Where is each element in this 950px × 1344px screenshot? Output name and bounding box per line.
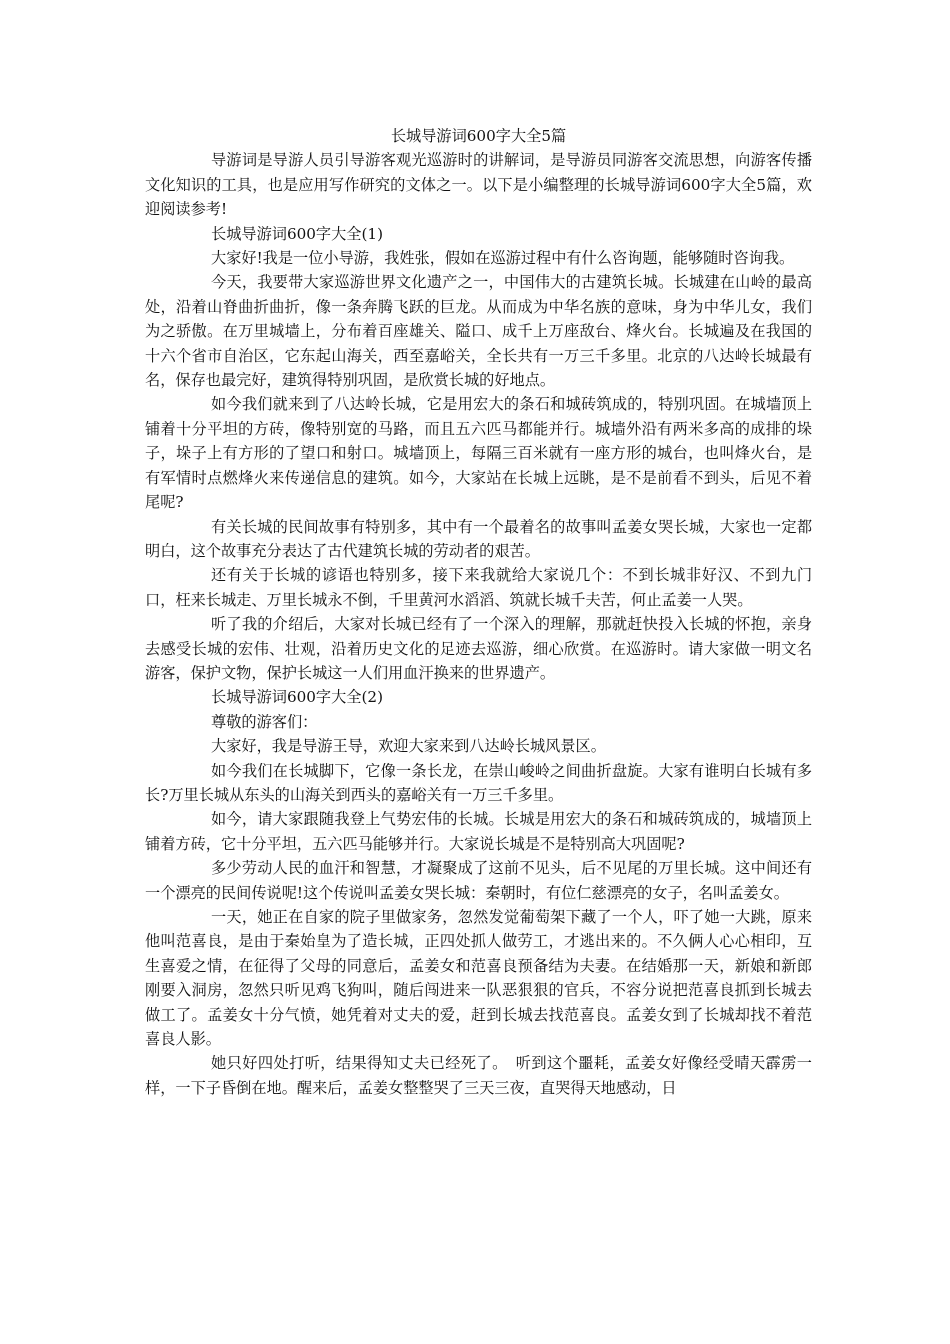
- paragraph: 有关长城的民间故事有特别多，其中有一个最着名的故事叫孟姜女哭长城，大家也一定都明白，这个故事充分表达了古代建筑长城的劳动者的艰苦。: [145, 517, 812, 560]
- document-title: 长城导游词600字大全5篇: [390, 127, 567, 145]
- paragraph: 今天，我要带大家巡游世界文化遗产之一，中国伟大的古建筑长城。长城建在山岭的最高处，沿着山脊曲折曲折，像一条奔腾飞跃的巨龙。从而成为中华名族的意味，身为中华儿女，我们为之骄傲。在万里城墙上，分布着百座雄关、隘口、成千上万座敌台、烽火台。长城遍及在我国的十六个省市自治区，它东起山海关，西至嘉峪关，全长共有一万三千多里。北京的八达岭长城最有名，保存也最完好，建筑得特别巩固，是欣赏长城的好地点。: [145, 273, 812, 390]
- paragraph: 如今我们在长城脚下，它像一条长龙，在崇山峻岭之间曲折盘旋。大家有谁明白长城有多长?万里长城从东头的山海关到西头的嘉峪关有一万三千多里。: [145, 761, 812, 804]
- paragraph: 一天，她正在自家的院子里做家务，忽然发觉葡萄架下藏了一个人，吓了她一大跳，原来他叫范喜良，是由于秦始皇为了造长城，正四处抓人做劳工，才逃出来的。不久俩人心心相印，互生喜爱之情，在征得了父母的同意后，孟姜女和范喜良预备结为夫妻。在结婚那一天，新娘和新郎刚要入洞房，忽然只听见鸡飞狗叫，随后闯进来一队恶狠狠的官兵，不容分说把范喜良抓到长城去做工了。孟姜女十分气愤，她凭着对丈夫的爱，赶到长城去找范喜良。孟姜女到了长城却找不着范喜良人影。: [145, 908, 812, 1049]
- paragraph: 如今，请大家跟随我登上气势宏伟的长城。长城是用宏大的条石和城砖筑成的，城墙顶上铺着方砖，它十分平坦，五六匹马能够并行。大家说长城是不是特别高大巩固呢?: [145, 810, 812, 853]
- paragraph: 如今我们就来到了八达岭长城，它是用宏大的条石和城砖筑成的，特别巩固。在城墙顶上铺着十分平坦的方砖，像特别宽的马路，而且五六匹马都能并行。城墙外沿有两米多高的成排的垛子，垛子上有方形的了望口和射口。城墙顶上，每隔三百米就有一座方形的城台，也叫烽火台，是有军情时点燃烽火来传递信息的建筑。如今，大家站在长城上远眺，是不是前看不到头，后见不着尾呢?: [145, 395, 812, 512]
- section-heading-1: 长城导游词600字大全(1): [211, 224, 384, 243]
- paragraph: 大家好!我是一位小导游，我姓张，假如在巡游过程中有什么咨询题，能够随时咨询我。: [211, 249, 795, 268]
- paragraph: 听了我的介绍后，大家对长城已经有了一个深入的理解，那就赶快投入长城的怀抱，亲身去感受长城的宏伟、壮观，沿着历史文化的足迹去巡游，细心欣赏。在巡游时。请大家做一明文名游客，保护文物，保护长城这一人们用血汗换来的世界遗产。: [145, 615, 812, 682]
- document-body: [145, 124, 812, 1100]
- paragraph: 大家好，我是导游王导，欢迎大家来到八达岭长城风景区。: [211, 737, 606, 756]
- paragraph: 尊敬的游客们：: [211, 712, 318, 731]
- paragraph: 她只好四处打听，结果得知丈夫已经死了。 听到这个噩耗，孟姜女好像经受晴天霹雳一样，一下子昏倒在地。醒来后，孟姜女整整哭了三天三夜，直哭得天地感动，日: [145, 1054, 812, 1097]
- paragraph: 多少劳动人民的血汗和智慧，才凝聚成了这前不见头，后不见尾的万里长城。这中间还有一个漂亮的民间传说呢!这个传说叫孟姜女哭长城：秦朝时，有位仁慈漂亮的女子，名叫孟姜女。: [145, 859, 812, 902]
- section-heading-2: 长城导游词600字大全(2): [211, 688, 384, 707]
- paragraph: 还有关于长城的谚语也特别多，接下来我就给大家说几个：不到长城非好汉、不到九门口，枉来长城走、万里长城永不倒，千里黄河水滔滔、筑就长城千夫苦，何止孟姜一人哭。: [145, 566, 812, 609]
- paragraph-intro: 导游词是导游人员引导游客观光巡游时的讲解词，是导游员同游客交流思想，向游客传播文化知识的工具，也是应用写作研究的文体之一。以下是小编整理的长城导游词600字大全5篇，欢迎阅读参考!: [145, 151, 812, 219]
